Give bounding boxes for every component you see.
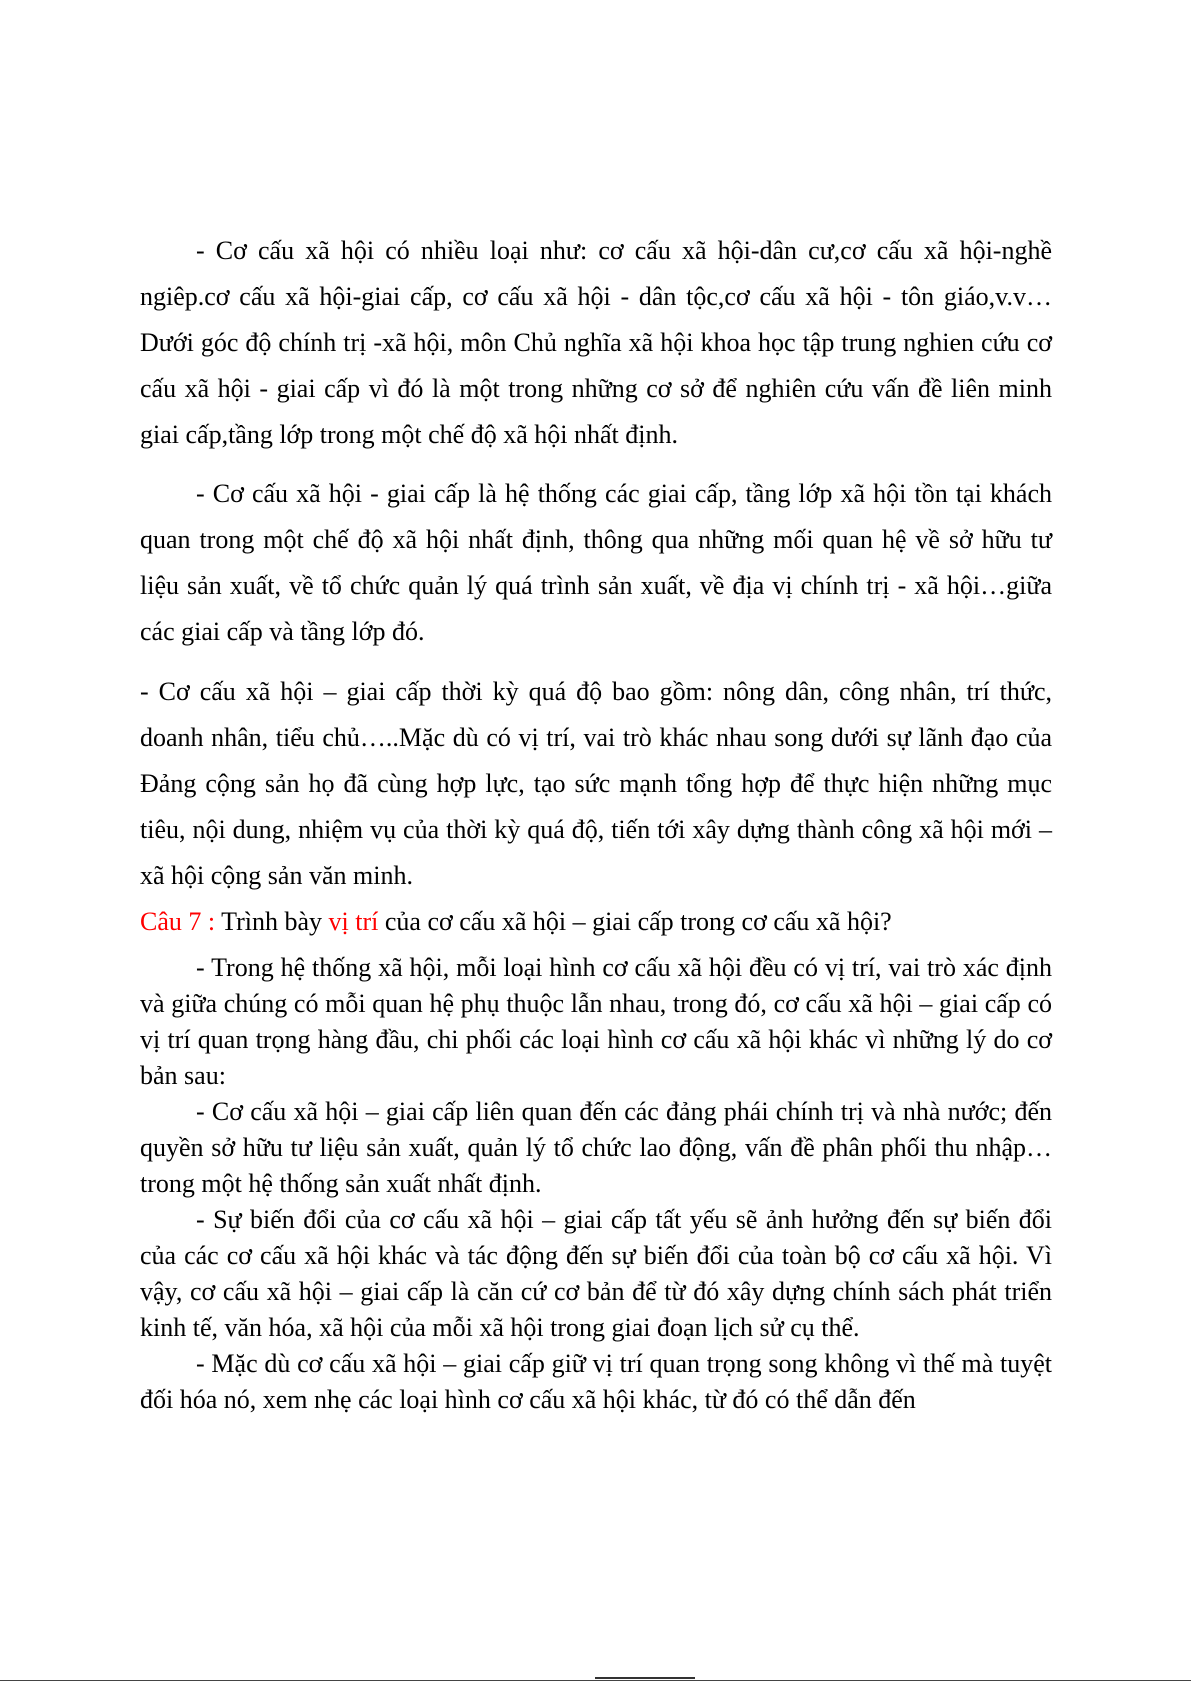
question-highlight: vị trí	[328, 907, 379, 936]
question-heading	[140, 899, 1052, 945]
paragraph-social-structure-types: - Cơ cấu xã hội có nhiều loại như: cơ cấu xã hội-dân cư,cơ cấu xã hội-nghề ngiêp.cơ cấu xã hội-giai cấp, cơ cấu xã hội - dân tộc,cơ cấu xã hội - tôn giáo,v.v… Dưới góc độ chính trị -xã hội, môn Chủ nghĩa xã hội khoa học tập trung nghien cứu cơ cấu xã hội - giai cấp vì đó là một trong những cơ sở để nghiên cứu vấn đề liên minh giai cấp,tầng lớp trong một chế độ xã hội nhất định.	[140, 236, 1052, 449]
answer-paragraph-caution: - Mặc dù cơ cấu xã hội – giai cấp giữ vị trí quan trọng song không vì thế mà tuyệt đối hóa nó, xem nhẹ các loại hình cơ cấu xã hội khác, từ đó có thể dẫn đến	[140, 1349, 1052, 1414]
question-label: Câu 7 :	[140, 907, 216, 936]
page-bottom-rule	[0, 1680, 1191, 1681]
document-body	[140, 228, 1052, 1418]
question-text-before: Trình bày	[221, 907, 323, 936]
answer-paragraph-position: - Trong hệ thống xã hội, mỗi loại hình cơ cấu xã hội đều có vị trí, vai trò xác định và giữa chúng có mỗi quan hệ phụ thuộc lẫn nhau, trong đó, cơ cấu xã hội – giai cấp có vị trí quan trọng hàng đầu, chi phối các loại hình cơ cấu xã hội khác vì những lý do cơ bản sau:	[140, 953, 1052, 1090]
answer-paragraph-transformation: - Sự biến đổi của cơ cấu xã hội – giai cấp tất yếu sẽ ảnh hưởng đến sự biến đổi của các cơ cấu xã hội khác và tác động đến sự biến đổi của toàn bộ cơ cấu xã hội. Vì vậy, cơ cấu xã hội – giai cấp là căn cứ cơ bản để từ đó xây dựng chính sách phát triển kinh tế, văn hóa, xã hội của mỗi xã hội trong giai đoạn lịch sử cụ thể.	[140, 1205, 1052, 1342]
page-bottom-mark	[595, 1677, 695, 1679]
paragraph-class-structure-definition: - Cơ cấu xã hội - giai cấp là hệ thống các giai cấp, tầng lớp xã hội tồn tại khách quan trong một chế độ xã hội nhất định, thông qua những mối quan hệ về sở hữu tư liệu sản xuất, về tổ chức quản lý quá trình sản xuất, về địa vị chính trị - xã hội…giữa các giai cấp và tầng lớp đó.	[140, 479, 1052, 646]
paragraph-transition-period-structure: - Cơ cấu xã hội – giai cấp thời kỳ quá độ bao gồm: nông dân, công nhân, trí thức, doanh nhân, tiểu chủ…..Mặc dù có vị trí, vai trò khác nhau song dưới sự lãnh đạo của Đảng cộng sản họ đã cùng hợp lực, tạo sức mạnh tổng hợp để thực hiện những mục tiêu, nội dung, nhiệm vụ của thời kỳ quá độ, tiến tới xây dựng thành công xã hội mới – xã hội cộng sản văn minh.	[140, 677, 1052, 890]
answer-paragraph-politics: - Cơ cấu xã hội – giai cấp liên quan đến các đảng phái chính trị và nhà nước; đến quyền sở hữu tư liệu sản xuất, quản lý tổ chức lao động, vấn đề phân phối thu nhập… trong một hệ thống sản xuất nhất định.	[140, 1097, 1052, 1198]
question-text-after: của cơ cấu xã hội – giai cấp trong cơ cấu xã hội?	[384, 907, 892, 936]
